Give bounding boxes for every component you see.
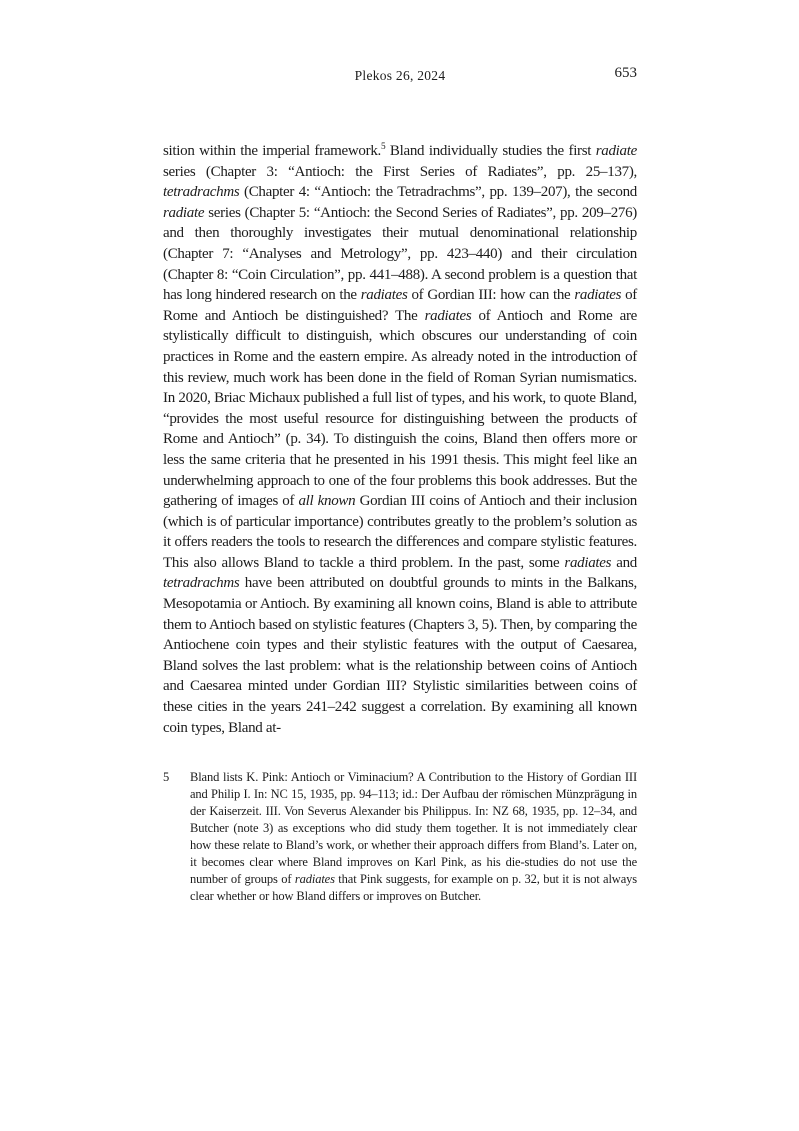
footnote-number: 5 <box>163 770 170 785</box>
page-header <box>163 65 637 88</box>
footnote-text: Bland lists K. Pink: Antioch or Viminacium? A Contribution to the History of Gordian III and Philip I. In: NC 15, 1935, pp. 94–113; id.: Der Aufbau der römischen Münzprägung in der Kaiserzeit. III. Von Severus Alexander bis Philippus. In: NZ 68, 1935, pp. 12–34, and Butcher (note 3) as exceptions who did study them together. It is not immediately clear how these relate to Bland’s work, or whether their approach differs from Bland’s. Later on, it becomes clear where Bland improves on Karl Pink, as his die-studies do not use the number of groups of radiates that Pink suggests, for example on p. 32, but it is not always clear whether or how Bland differs or improves on Butcher. <box>190 770 637 904</box>
footnote-item <box>163 769 637 905</box>
journal-running-head: Plekos 26, 2024 <box>354 68 446 83</box>
body-paragraph: sition within the imperial framework.$^5$ Bland individually studies the first radiate series (Chapter 3: “Antioch: the First Series of Radiates”, pp. 25–137), tetradrachms (Chapter 4: “Antioch: the Tetradrachms”, pp. 139–207), the second radiate series (Chapter 5: “Antioch: the Second Series of Radiates”, pp. 209–276) and then thoroughly investigates their mutual denominational relationship (Chapter 7: “Analyses and Metrology”, pp. 423–440) and their circulation (Chapter 8: “Coin Circulation”, pp. 441–488). A second problem is a question that has long hindered research on the radiates of Gordian III: how can the radiates of Rome and Antioch be distinguished? The radiates of Antioch and Rome are stylistically difficult to distinguish, which obscures our understanding of coin practices in Rome and the eastern empire. As already noted in the introduction of this review, much work has been done in the field of Roman Syrian numismatics. In 2020, Briac Michaux published a full list of types, and his work, to quote Bland, “provides the most useful resource for distinguishing between the products of Rome and Antioch” (p. 34). To distinguish the coins, Bland then offers more or less the same criteria that he presented in his 1991 thesis. This might feel like an underwhelming approach to one of the four problems this book addresses. But the gathering of images of all known Gordian III coins of Antioch and their inclusion (which is of particular importance) contributes greatly to the problem’s solution as it offers readers the tools to research the differences and compare stylistic features. This also allows Bland to tackle a third problem. In the past, some radiates and tetradrachms have been attributed on doubtful grounds to mints in the Balkans, Mesopotamia or Antioch. By examining all known coins, Bland is able to attribute them to Antioch based on stylistic features (Chapters 3, 5). Then, by comparing the Antiochene coin types and their stylistic features with the output of Caesarea, Bland solves the last problem: what is the relationship between coins of Antioch and Caesarea minted under Gordian III? Stylistic similarities between coins of these cities in the years 241–242 suggest a correlation. By examining all known coin types, Bland at- <box>163 142 637 736</box>
footnote-section <box>163 769 637 905</box>
main-text-column <box>163 141 637 905</box>
page-number: 653 <box>614 65 637 81</box>
